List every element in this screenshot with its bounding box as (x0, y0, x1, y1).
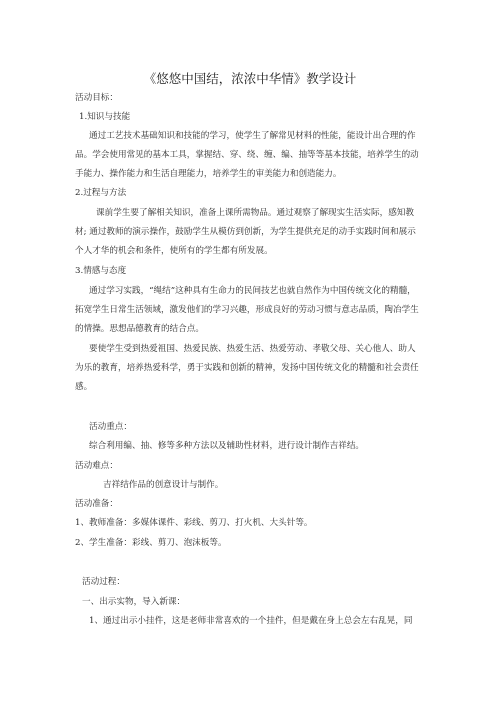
section-heading-objectives: 活动目标： (75, 93, 118, 103)
subheading-introduction: 一、出示实物，导入新课： (82, 597, 186, 607)
paragraph-line: 1、通过出示小挂件，这是老师非常喜欢的一个挂件，但是戴在身上总会左右乱晃，同 (89, 616, 413, 626)
paragraph-line: 通过工艺技术基础知识和技能的学习，使学生了解常见材料的性能，能设计出合理的作 (89, 131, 416, 141)
section-heading-preparation: 活动准备： (75, 499, 118, 509)
paragraph-line: 手能力、操作能力和生活自理能力，培养学生的审美能力和创造能力。 (75, 169, 342, 179)
document-title: 《悠悠中国结，浓浓中华情》教学设计 (143, 71, 357, 86)
subheading-process-method: 2.过程与方法 (75, 188, 127, 198)
section-heading-process: 活动过程： (82, 577, 125, 587)
paragraph-line: 综合利用编、抽、修等多种方法以及辅助性材料，进行设计制作吉祥结。 (89, 441, 365, 451)
section-heading-difficulties: 活动难点： (75, 461, 118, 471)
paragraph-line: 拓宽学生日常生活领域，激发他们的学习兴趣，形成良好的劳动习惯与意志品质，陶冶学生 (75, 305, 419, 315)
paragraph-line: 个人才华的机会和条件，使所有的学生都有所发展。 (75, 246, 273, 256)
paragraph-line: 材; 通过教师的演示操作，鼓励学生从模仿到创新，为学生提供充足的动手实践时间和展示 (75, 227, 416, 237)
paragraph-line: 的情操。思想品德教育的结合点。 (75, 324, 204, 334)
subheading-emotion-attitude: 3.情感与态度 (75, 266, 127, 276)
paragraph-line: 课前学生要了解相关知识，准备上课所需物品。通过观察了解现实生活实际，感知教 (96, 208, 414, 218)
paragraph-line: 吉祥结作品的创意设计与制作。 (103, 480, 224, 490)
section-heading-key-points: 活动重点： (89, 422, 132, 432)
paragraph-line: 通过学习实践，“绳结”这种具有生命力的民间技艺也就自然作为中国传统文化的精髓， (89, 286, 416, 296)
paragraph-line: 为乐的教育，培养热爱科学，勇于实践和创新的精神，发扬中国传统文化的精髓和社会责任 (75, 363, 419, 373)
list-item: 2、学生准备：彩线、剪刀、泡沫板等。 (75, 538, 227, 548)
paragraph-line: 品。学会使用常见的基本工具，掌握结、穿、绕、缠、编、抽等等基本技能，培养学生的动 (75, 150, 419, 160)
subheading-knowledge-skills: 1.知识与技能 (79, 112, 131, 122)
list-item: 1、教师准备：多媒体课件、彩线、剪刀、打火机、大头针等。 (75, 518, 313, 528)
paragraph-line: 感。 (75, 382, 93, 392)
paragraph-line: 要使学生受到热爱祖国、热爱民族、热爱生活、热爱劳动、孝敬父母、关心他人、助人 (89, 344, 416, 354)
